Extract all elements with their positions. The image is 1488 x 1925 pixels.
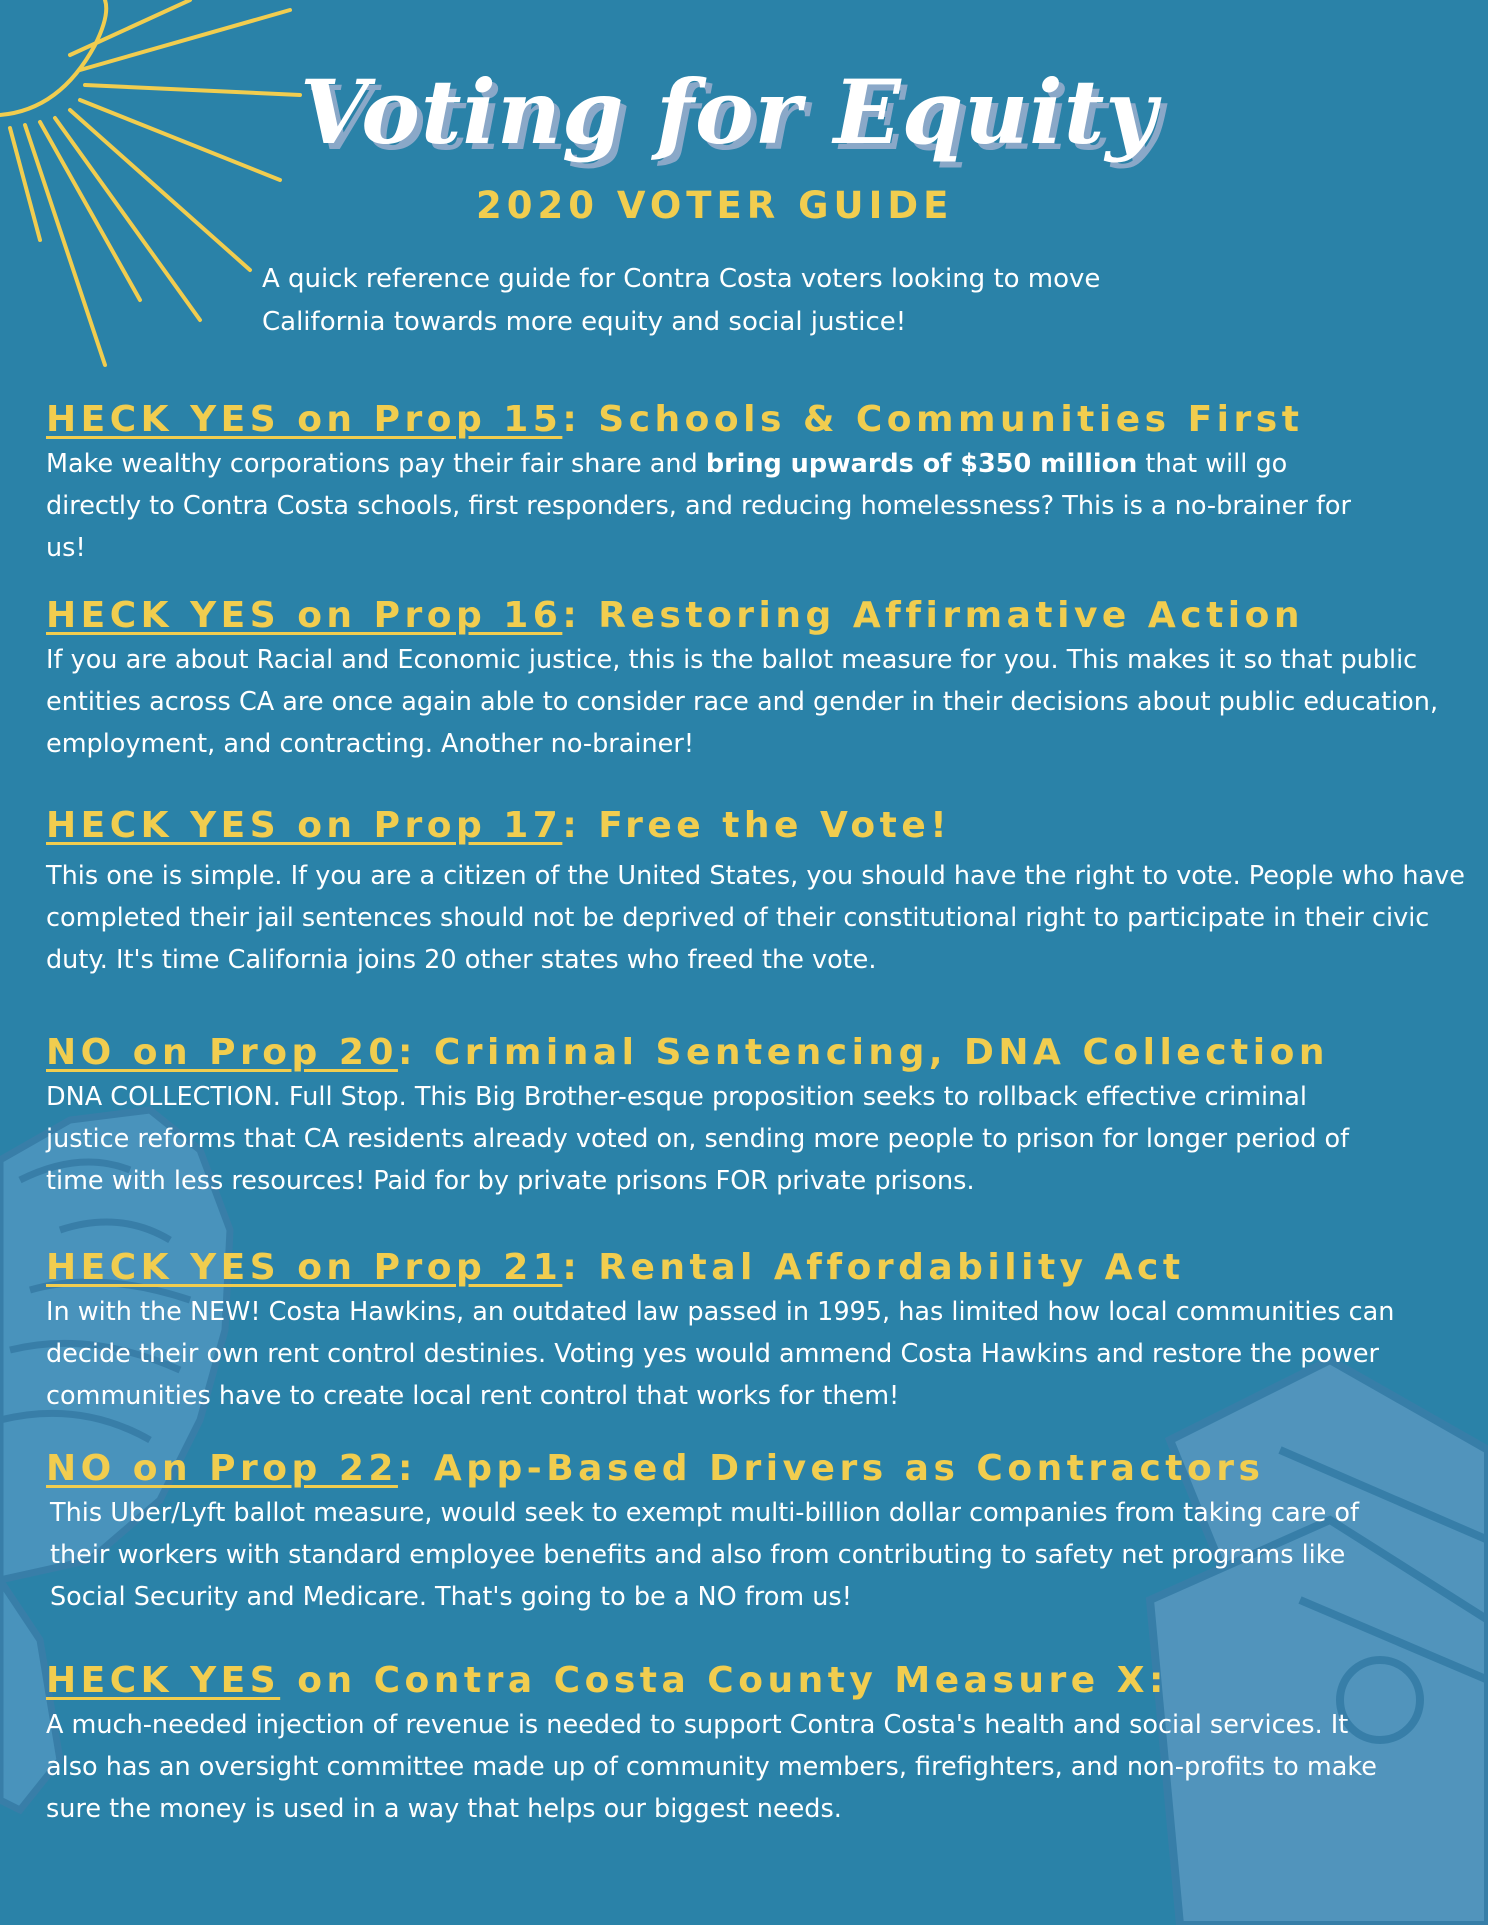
section-heading xyxy=(46,1658,1456,1704)
section-description: A much-needed injection of revenue is needed to support Contra Costa's health and social services. It also has an oversight committee made up of community members, firefighters, and non-profits to make sure the money is used in a way that helps our biggest needs. xyxy=(46,1710,1377,1824)
intro-line-1: A quick reference guide for Contra Costa voters looking to move xyxy=(262,264,1101,294)
section-measure-x xyxy=(46,1658,1456,1830)
intro-paragraph xyxy=(262,258,1262,344)
vote-recommendation: HECK YES on Prop 21 xyxy=(46,1247,563,1288)
section-description: If you are about Racial and Economic justice, this is the ballot measure for you. This makes it so that public entities across CA are once again able to consider race and gender in their decisions about public education, employment, and contracting. Another no-brainer! xyxy=(46,645,1439,759)
section-topic: : Schools & Communities First xyxy=(562,399,1304,440)
section-description: DNA COLLECTION. Full Stop. This Big Brother-esque proposition seeks to rollback effective criminal justice reforms that CA residents already voted on, sending more people to prison for longer period of time with less resources! Paid for by private prisons FOR private prisons. xyxy=(46,1082,1350,1196)
section-description: This Uber/Lyft ballot measure, would seek to exempt multi-billion dollar companies from taking care of their workers with standard employee benefits and also from contributing to safety net programs like Social Security and Medicare. That's going to be a NO from us! xyxy=(50,1498,1359,1612)
section-heading xyxy=(46,1446,1456,1492)
section-heading xyxy=(46,593,1456,639)
section-topic: : Free the Vote! xyxy=(562,805,952,846)
section-description xyxy=(46,443,1386,569)
section-prop-20 xyxy=(46,1030,1456,1202)
description-text: Make wealthy corporations pay their fair share and xyxy=(46,449,706,479)
section-heading xyxy=(46,397,1456,443)
intro-line-2: California towards more equity and social justice! xyxy=(262,307,907,337)
page-subtitle: 2020 VOTER GUIDE xyxy=(476,184,954,227)
description-highlight: bring upwards of $350 million xyxy=(705,449,1138,479)
vote-recommendation: HECK YES on Prop 17 xyxy=(46,805,563,846)
section-topic: : App-Based Drivers as Contractors xyxy=(397,1448,1265,1489)
vote-recommendation: NO on Prop 22 xyxy=(46,1448,398,1489)
section-topic: : Rental Affordability Act xyxy=(562,1247,1185,1288)
section-topic: : Restoring Affirmative Action xyxy=(562,595,1304,636)
section-prop-17 xyxy=(46,803,1465,981)
vote-recommendation: HECK YES xyxy=(46,1660,281,1701)
section-prop-22 xyxy=(46,1446,1456,1618)
megaphone-illustration xyxy=(1150,1360,1488,1925)
section-heading xyxy=(46,1030,1456,1076)
section-topic: on Contra Costa County Measure X: xyxy=(280,1660,1168,1701)
section-description: In with the NEW! Costa Hawkins, an outdated law passed in 1995, has limited how local communities can decide their own rent control destinies. Voting yes would ammend Costa Hawkins and restore the power communities have to create local rent control that works for them! xyxy=(46,1297,1395,1411)
description-text: that will go directly to Contra Costa schools, first responders, and reducing homelessness? This is a no-brainer for us! xyxy=(46,449,1352,563)
page-title: Voting for Equity xyxy=(300,60,1158,164)
section-heading xyxy=(46,803,1456,849)
vote-recommendation: HECK YES on Prop 15 xyxy=(46,399,563,440)
section-prop-16 xyxy=(46,593,1456,765)
vote-recommendation: NO on Prop 20 xyxy=(46,1032,398,1073)
section-prop-15 xyxy=(46,397,1456,569)
section-topic: : Criminal Sentencing, DNA Collection xyxy=(397,1032,1329,1073)
section-heading xyxy=(46,1245,1456,1291)
vote-recommendation: HECK YES on Prop 16 xyxy=(46,595,563,636)
section-prop-21 xyxy=(46,1245,1456,1417)
section-description: This one is simple. If you are a citizen of the United States, you should have the right to vote. People who have completed their jail sentences should not be deprived of their constitutional right to participate in their civic duty. It's time California joins 20 other states who freed the vote. xyxy=(46,861,1465,975)
